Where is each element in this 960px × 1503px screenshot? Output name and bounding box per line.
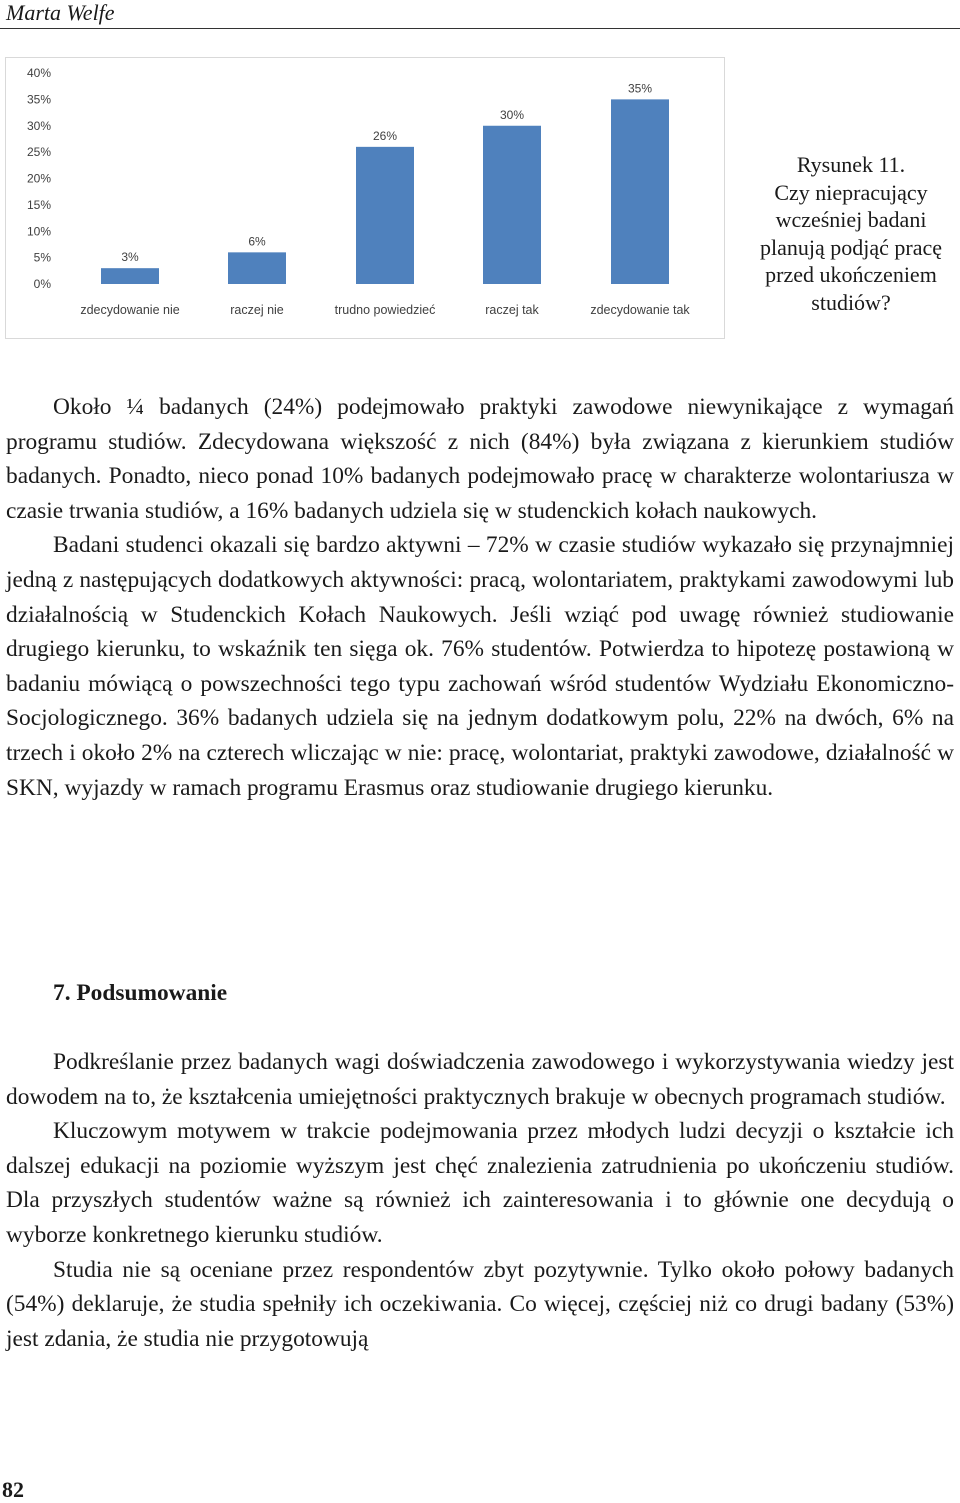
y-tick-label: 35% xyxy=(26,92,51,107)
bar-value-label: 30% xyxy=(499,107,525,122)
paragraph: Około ¼ badanych (24%) podejmowało praktyki zawodowe niewynikające z wymagań programu studiów. Zdecydowana większość z nich (84%) była związana z kierunkiem studiów badanych. Ponadto, nieco ponad 10% badanych podejmowało pracę w charakterze wolontariusza w czasie trwania studiów, a 16% badanych udziela się w studenckich kołach naukowych. xyxy=(6,394,954,524)
bar-value-label: 6% xyxy=(248,234,266,249)
paragraph: Badani studenci okazali się bardzo aktywni – 72% w czasie studiów wykazało się przynajmniej jedną z następujących dodatkowych aktywności: pracą, wolontariatem, praktykami zawodowymi lub działalnością w Studenckich Kołach Naukowych. Jeśli wziąć pod uwagę również studiowanie drugiego kierunku, to wskaźnik ten sięga ok. 76% studentów. Potwierdza to hipotezę postawioną w badaniu mówiącą o powszechności tego typu zachowań wśród studentów Wydziału Ekonomiczno-Socjologicznego. 36% badanych udziela się na jednym dodatkowym polu, 22% na dwóch, 6% na trzech i około 2% na czterech wliczając w nie: pracę, wolontariat, praktyki zawodowe, działalność w SKN, wyjazdy w ramach programu Erasmus oraz studiowanie drugiego kierunku. xyxy=(6,532,954,801)
caption-line: Rysunek 11. xyxy=(796,152,906,177)
bar xyxy=(356,147,414,284)
y-tick-label: 30% xyxy=(26,118,51,133)
section-heading: 7. Podsumowanie xyxy=(53,980,228,1006)
paragraph: Kluczowym motywem w trakcie podejmowania przez młodych ludzi decyzji o kształcie ich dalszej edukacji na poziomie wyższym jest chęć znalezienia zatrudnienia po ukończeniu studiów. Dla przyszłych studentów ważne są również ich zainteresowania i to głównie one decydują o wyborze konkretnego kierunku studiów. xyxy=(6,1118,954,1248)
bar xyxy=(611,99,669,284)
y-tick-label: 10% xyxy=(26,224,51,239)
x-category-label: trudno powiedzieć xyxy=(334,303,436,317)
bar-value-label: 26% xyxy=(372,128,398,143)
y-tick-label: 15% xyxy=(26,197,51,212)
y-tick-label: 25% xyxy=(26,145,51,160)
header-rule xyxy=(0,28,960,29)
x-category-label: zdecydowanie tak xyxy=(590,303,690,317)
caption-line: wcześniej badani xyxy=(775,207,927,232)
page-number: 82 xyxy=(2,1477,24,1502)
running-header-author: Marta Welfe xyxy=(6,0,115,25)
bar-value-label: 3% xyxy=(121,250,139,265)
y-tick-label: 40% xyxy=(26,66,51,80)
figure-caption xyxy=(745,151,957,316)
bar-chart xyxy=(5,57,725,339)
bar xyxy=(228,252,286,284)
x-category-label: raczej tak xyxy=(485,303,539,317)
body-text-upper xyxy=(6,390,954,805)
bar xyxy=(483,126,541,284)
caption-line: planują podjąć pracę xyxy=(759,234,942,260)
y-tick-label: 5% xyxy=(33,250,51,265)
x-category-label: raczej nie xyxy=(230,303,284,317)
body-text-lower xyxy=(6,1045,954,1356)
bar-chart-svg xyxy=(5,57,725,339)
x-category-label: zdecydowanie nie xyxy=(80,303,180,317)
bar-value-label: 35% xyxy=(627,81,653,96)
caption-line: przed ukończeniem xyxy=(765,262,937,287)
y-tick-label: 0% xyxy=(33,277,51,291)
paragraph: Podkreślanie przez badanych wagi doświadczenia zawodowego i wykorzystywania wiedzy jest dowodem na to, że kształcenia umiejętności praktycznych brakuje w obecnych programach studiów. xyxy=(6,1049,954,1110)
y-tick-label: 20% xyxy=(26,171,51,186)
paragraph: Studia nie są oceniane przez respondentów zbyt pozytywnie. Tylko około połowy badanych (54%) deklaruje, że studia spełniły ich oczekiwania. Co więcej, częściej niż co drugi badany (53%) jest zdania, że studia nie przygotowują xyxy=(6,1256,954,1352)
caption-line: Czy niepracujący xyxy=(774,179,928,205)
caption-line: studiów? xyxy=(811,289,891,315)
bar xyxy=(101,268,159,284)
